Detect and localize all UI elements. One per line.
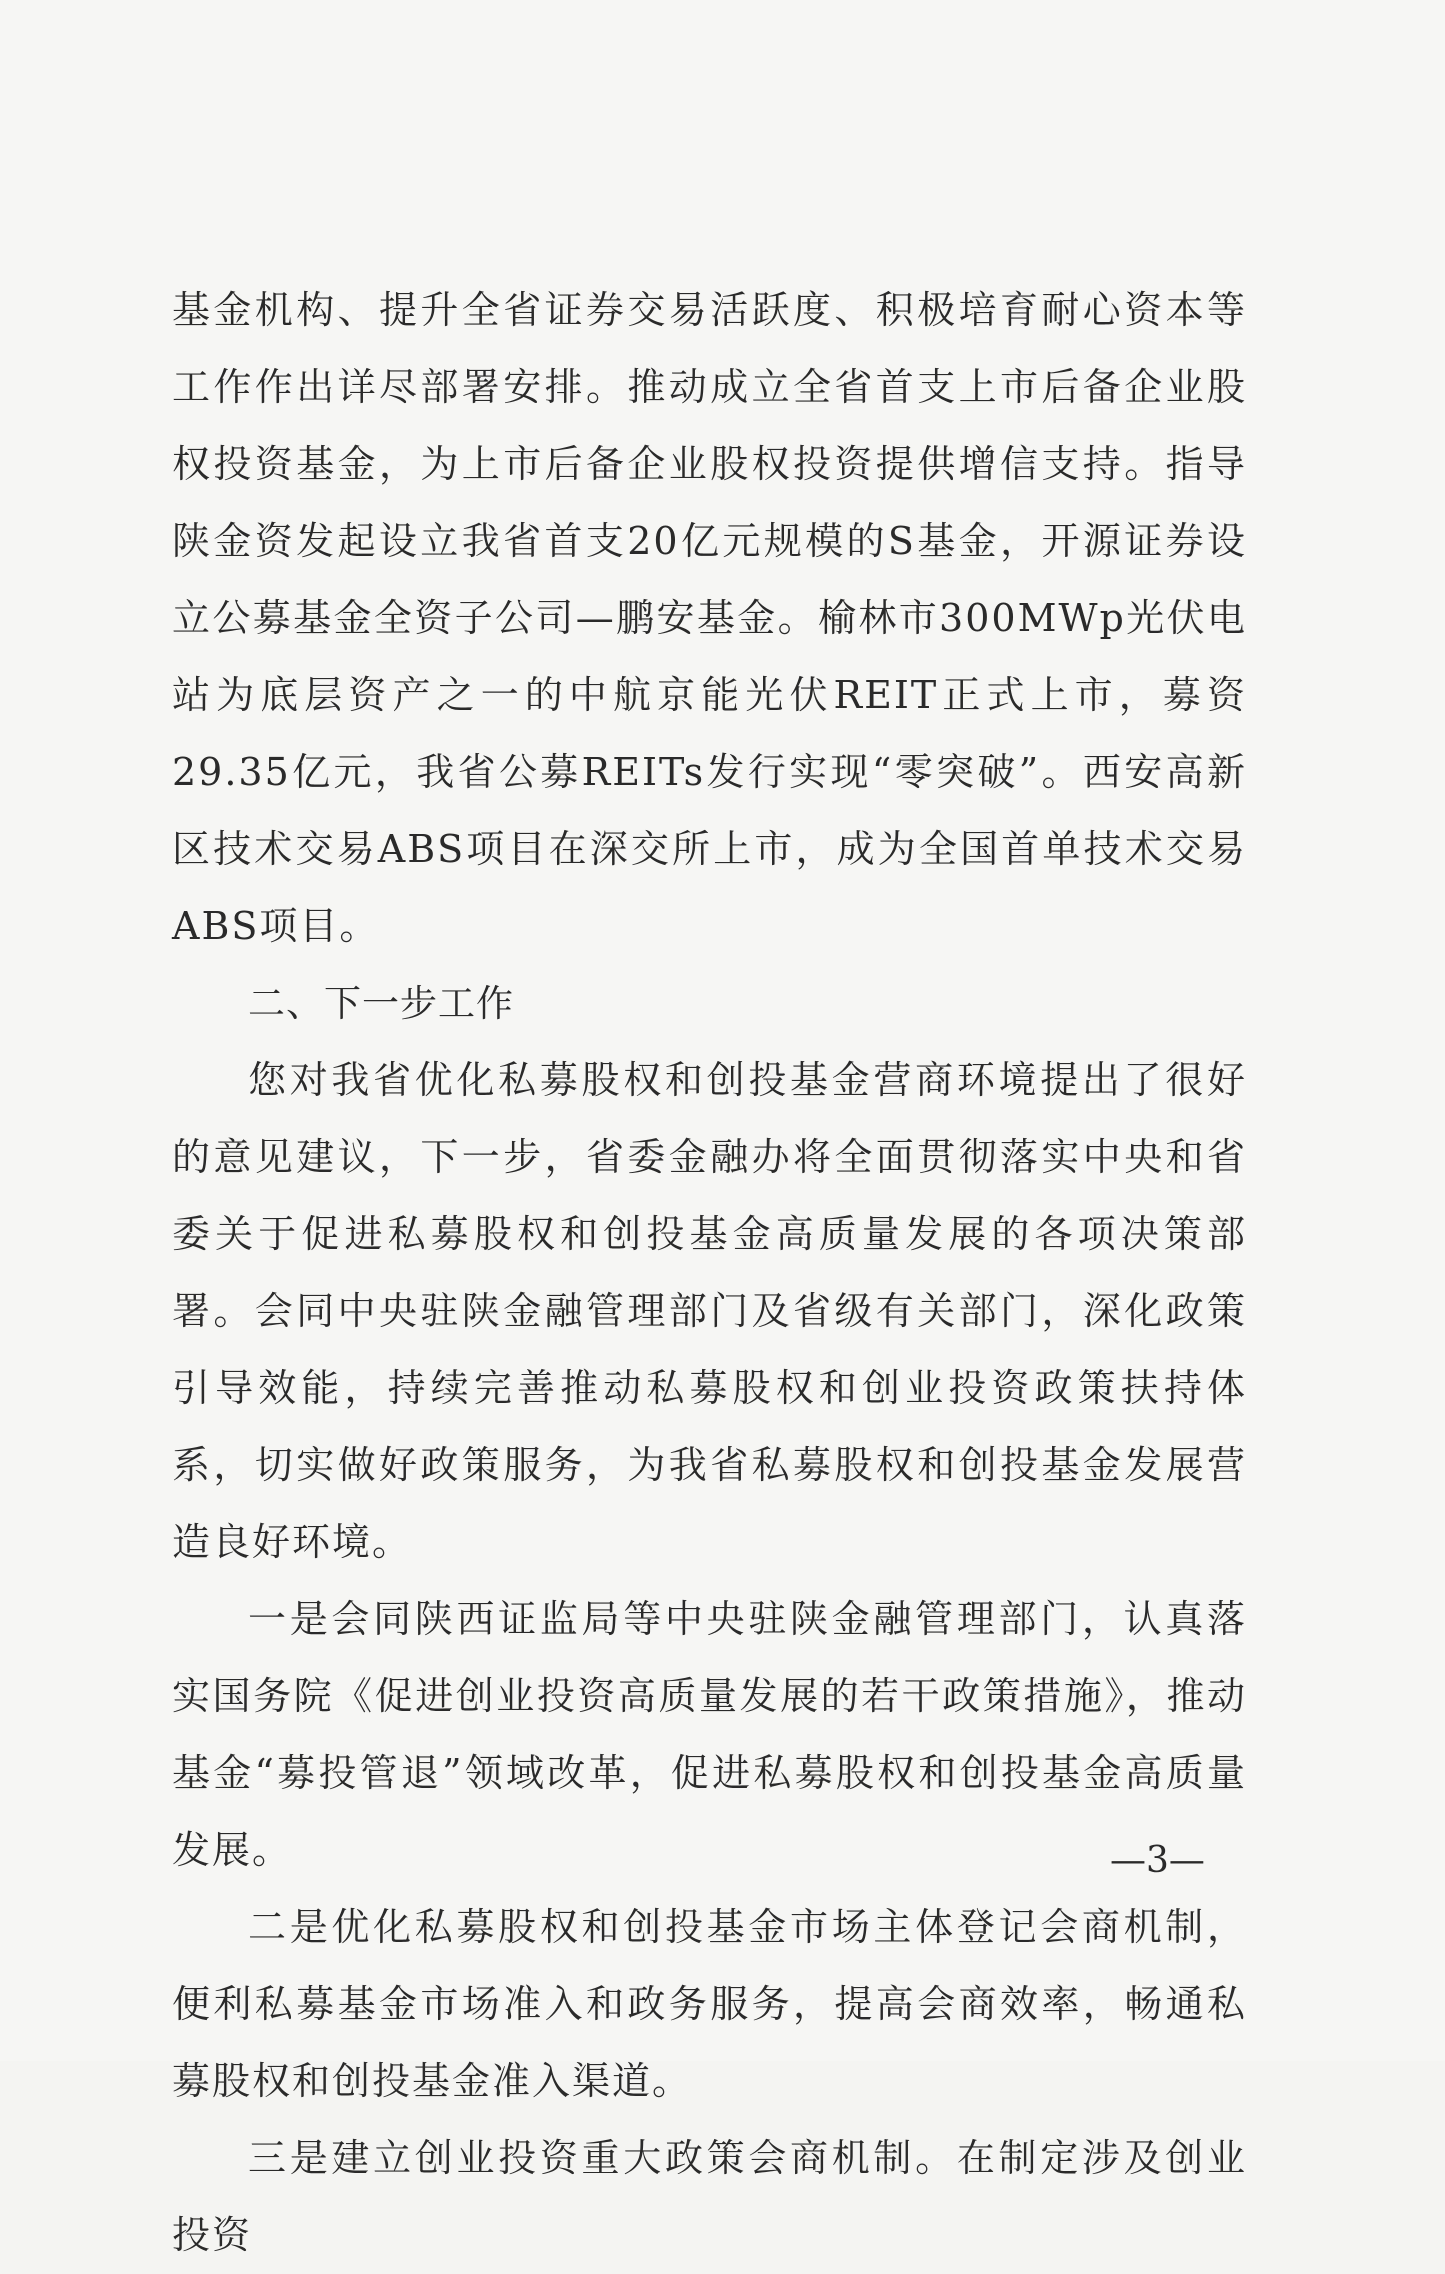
page-number: —3— — [1110, 1840, 1205, 1881]
document-body — [172, 272, 1247, 2274]
paragraph-item-two: 二是优化私募股权和创投基金市场主体登记会商机制，便利私募基金市场准入和政务服务，提高会商效率，畅通私募股权和创投基金准入渠道。 — [172, 1905, 1247, 2103]
paragraph-next-steps: 您对我省优化私募股权和创投基金营商环境提出了很好的意见建议，下一步，省委金融办将全面贯彻落实中央和省委关于促进私募股权和创投基金高质量发展的各项决策部署。会同中央驻陕金融管理部门及省级有关部门，深化政策引导效能，持续完善推动私募股权和创业投资政策扶持体系，切实做好政策服务，为我省私募股权和创投基金发展营造良好环境。 — [172, 1058, 1247, 1564]
paragraph-continuation: 基金机构、提升全省证券交易活跃度、积极培育耐心资本等工作作出详尽部署安排。推动成立全省首支上市后备企业股权投资基金，为上市后备企业股权投资提供增信支持。指导陕金资发起设立我省首支20亿元规模的S基金，开源证券设立公募基金全资子公司—鹏安基金。榆林市300MWp光伏电站为底层资产之一的中航京能光伏REIT正式上市，募资29.35亿元，我省公募REITs发行实现“零突破”。西安高新区技术交易ABS项目在深交所上市，成为全国首单技术交易ABS项目。 — [172, 288, 1247, 948]
paragraph-item-three: 三是建立创业投资重大政策会商机制。在制定涉及创业投资 — [172, 2136, 1247, 2257]
paragraph-item-one: 一是会同陕西证监局等中央驻陕金融管理部门，认真落实国务院《促进创业投资高质量发展的若干政策措施》，推动基金“募投管退”领域改革，促进私募股权和创投基金高质量发展。 — [172, 1597, 1247, 1872]
section-heading: 二、下一步工作 — [248, 982, 514, 1025]
